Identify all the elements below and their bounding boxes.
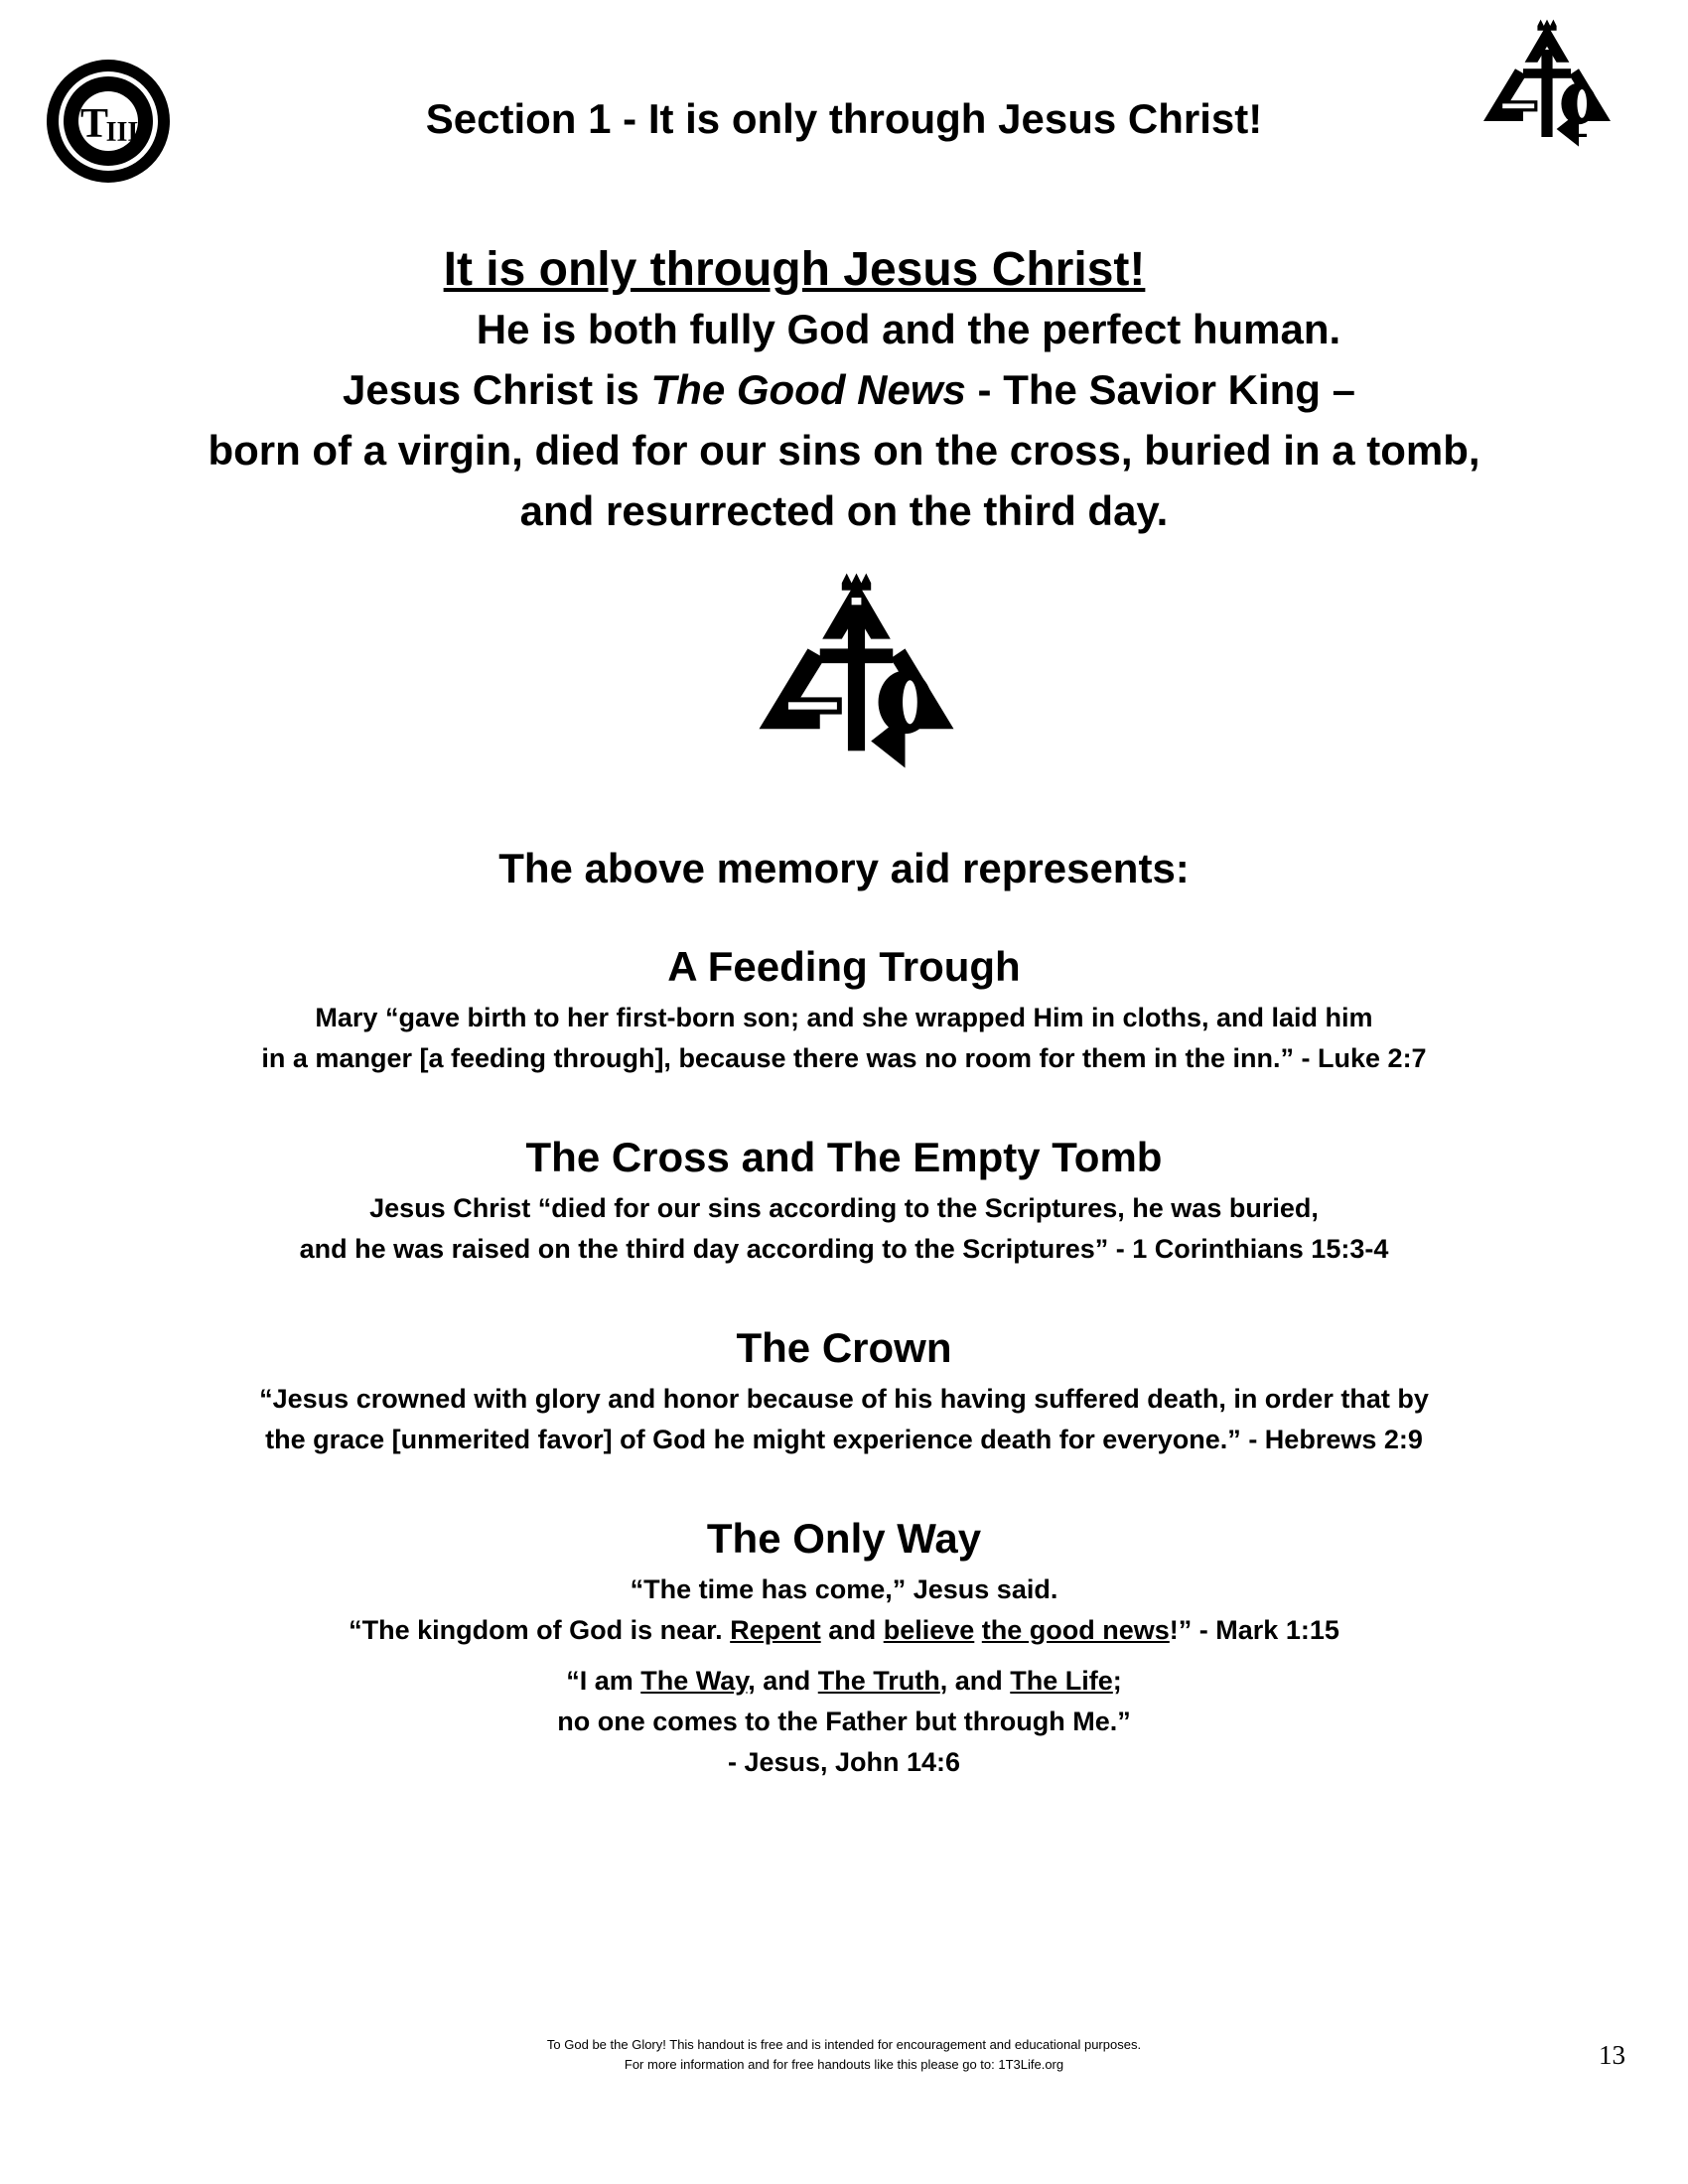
- section-title: Section 1 - It is only through Jesus Christ!: [425, 95, 1263, 142]
- cross-tomb-title: The Cross and The Empty Tomb: [525, 1134, 1163, 1180]
- feeding-trough-title: A Feeding Trough: [667, 943, 1021, 990]
- only-way-line-3: “I am The Way, and The Truth, and The Life;: [566, 1666, 1122, 1696]
- only-way-line-1: “The time has come,” Jesus said.: [630, 1574, 1058, 1604]
- intro-title: It is only through Jesus Christ!: [443, 243, 1146, 296]
- cross-tomb-block: [149, 1131, 1539, 1270]
- memory-aid-explanation: [149, 839, 1539, 1835]
- intro-line-2: Jesus Christ is The Good News - The Savior King –: [343, 366, 1355, 413]
- intro-line-3: born of a virgin, died for our sins on the cross, buried in a tomb,: [208, 427, 1480, 474]
- page-number: 13: [1599, 2040, 1625, 2070]
- footer-line-2: For more information and for free handouts like this please go to: 1T3Life.org: [624, 2057, 1064, 2072]
- cross-tomb-line-1: Jesus Christ “died for our sins according to the Scriptures, he was buried,: [369, 1193, 1319, 1223]
- only-way-title: The Only Way: [706, 1515, 982, 1562]
- footer: [298, 2035, 1390, 2075]
- site-logo: [45, 58, 172, 185]
- intro-line-4: and resurrected on the third day.: [519, 487, 1169, 534]
- feeding-trough-block: [149, 940, 1539, 1079]
- intro-line-1: He is both fully God and the perfect human.: [476, 306, 1341, 352]
- logo-letter: T: [79, 101, 109, 147]
- cross-tomb-line-2: and he was raised on the third day according to the Scriptures” - 1 Corinthians 15:3-4: [299, 1234, 1389, 1264]
- crown-line-1: “Jesus crowned with glory and honor because of his having suffered death, in order that by: [259, 1384, 1429, 1414]
- footer-line-1: To God be the Glory! This handout is free and is intended for encouragement and educational purposes.: [546, 2037, 1142, 2052]
- represents-heading: The above memory aid represents:: [498, 845, 1190, 891]
- feeding-trough-line-2: in a manger [a feeding through], because there was no room for them in the inn.” - Luke 2:7: [261, 1043, 1427, 1073]
- svg-text:ΙΙΙ: ΙΙΙ: [105, 117, 139, 148]
- only-way-line-4: no one comes to the Father but through Me.”: [557, 1706, 1131, 1736]
- crown-line-2: the grace [unmerited favor] of God he might experience death for everyone.” - Hebrews 2:9: [265, 1425, 1423, 1454]
- only-way-line-2: “The kingdom of God is near. Repent and believe the good news!” - Mark 1:15: [349, 1615, 1339, 1645]
- intro: [149, 241, 1539, 541]
- only-way-block: [149, 1512, 1539, 1783]
- crown-block: [149, 1321, 1539, 1460]
- the-good-news-italic: The Good News: [650, 366, 966, 413]
- feeding-trough-line-1: Mary “gave birth to her first-born son; and she wrapped Him in cloths, and laid him: [315, 1003, 1373, 1032]
- crown-title: The Crown: [736, 1324, 952, 1371]
- only-way-line-5: - Jesus, John 14:6: [727, 1747, 961, 1777]
- memory-aid-logo-small: [1468, 18, 1626, 177]
- memory-aid-logo: [735, 571, 978, 814]
